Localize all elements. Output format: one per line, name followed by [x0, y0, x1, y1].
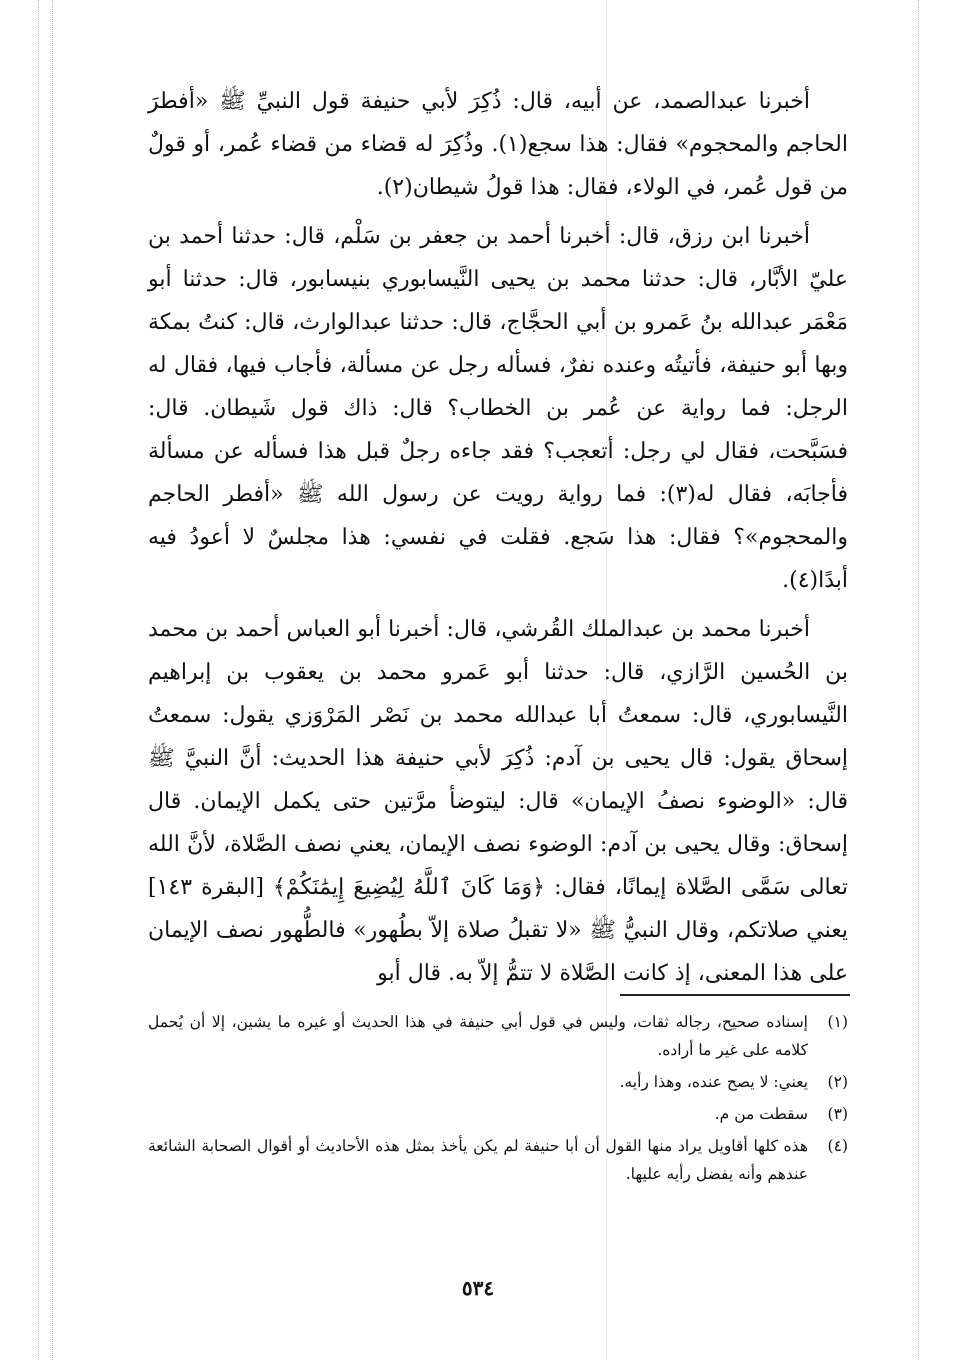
paragraph: أخبرنا محمد بن عبدالملك القُرشي، قال: أخبرنا أبو العباس أحمد بن محمد بن الحُسين الرَّازي، قال: حدثنا أبو عَمرو محمد بن يعقوب بن إبراهيم النَّيسابوري، قال: سمعتُ أبا عبدالله محمد بن نَصْر المَرْوَزي يقول: سمعتُ إسحاق يقول: قال يحيى بن آدم: ذُكِرَ لأبي حنيفة هذا الحديث: أنَّ النبيَّ ﷺ قال: «الوضوء نصفُ الإيمان» قال: ليتوضأ مرَّتين حتى يكمل الإيمان. قال إسحاق: وقال يحيى بن آدم: الوضوء نصف الإيمان، يعني نصف الصَّلاة، لأنَّ الله تعالى سَمَّى الصَّلاة إيمانًا، فقال: ﴿وَمَا كَانَ ٱللَّهُ لِيُضِيعَ إِيمَٰنَكُمْ﴾ [البقرة ١٤٣] يعني صلاتكم، وقال النبيُّ ﷺ «لا تقبلُ صلاة إلاّ بطُهور» فالطُّهور نصف الإيمان على هذا المعنى، إذ كانت الصَّلاة لا تتمُّ إلاّ به. قال أبو [148, 617, 848, 986]
footnote-number: (١) [827, 1013, 848, 1031]
footnote-number: (٤) [827, 1137, 848, 1155]
scan-artifact-line [38, 0, 39, 1360]
footnote [148, 1132, 848, 1188]
footnote-separator [620, 994, 850, 996]
footnote-number: (٣) [827, 1105, 848, 1123]
paragraph: أخبرنا عبدالصمد، عن أبيه، قال: ذُكِرَ لأبي حنيفة قول النبيِّ ﷺ «أفطرَ الحاجم والمحجوم» فقال: هذا سجع(١). وذُكِرَ له قضاء من قضاء عُمر، أو قولٌ من قول عُمر، في الولاء، فقال: هذا قولُ شيطان(٢). [148, 89, 848, 200]
paragraph: أخبرنا ابن رزق، قال: أخبرنا أحمد بن جعفر بن سَلْم، قال: حدثنا أحمد بن عليّ الأبَّار، قال: حدثنا محمد بن يحيى النَّيسابوري بنيسابور، قال: حدثنا أبو مَعْمَر عبدالله بنُ عَمرو بن أبي الحجَّاج، قال: حدثنا عبدالوارث، قال: كنتُ بمكة وبها أبو حنيفة، فأتيتُه وعنده نفرٌ، فسأله رجل عن مسألة، فأجاب فيها، فقال له الرجل: فما رواية عن عُمر بن الخطاب؟ قال: ذاك قول شَيطان. قال: فسَبَّحت، فقال لي رجل: أتعجب؟ فقد جاءه رجلٌ قبل هذا فسأله عن مسألة فأجابَه، فقال له(٣): فما رواية رويت عن رسول الله ﷺ «أفطر الحاجم والمحجوم»؟ فقال: هذا سَجع. فقلت في نفسي: هذا مجلسٌ لا أعودُ فيه أبدًا(٤). [148, 224, 848, 593]
footnote-text: إسناده صحيح، رجاله ثقات، وليس في قول أبي حنيفة في هذا الحديث أو غيره ما يشين، إلا أن يُحمل كلامه على غير ما أراده. [148, 1013, 808, 1059]
footnote [148, 1008, 848, 1064]
footnote [148, 1100, 848, 1128]
footnote-number: (٢) [827, 1073, 848, 1091]
page-number: ٥٣٤ [461, 1276, 495, 1300]
main-text-block [148, 80, 848, 1001]
footnote-text: هذه كلها أقاويل يراد منها القول أن أبا حنيفة لم يكن يأخذ بمثل هذه الأحاديث أو أقوال الصحابة الشائعة عندهم وأنه يفضل رأيه عليها. [148, 1137, 808, 1183]
scan-artifact-line [52, 0, 53, 1360]
footnotes [148, 1008, 848, 1192]
footnote-text: يعني: لا يصح عنده، وهذا رأيه. [619, 1073, 808, 1091]
scan-artifact-line [918, 0, 919, 1360]
footnote-text: سقطت من م. [714, 1105, 808, 1123]
footnote [148, 1068, 848, 1096]
